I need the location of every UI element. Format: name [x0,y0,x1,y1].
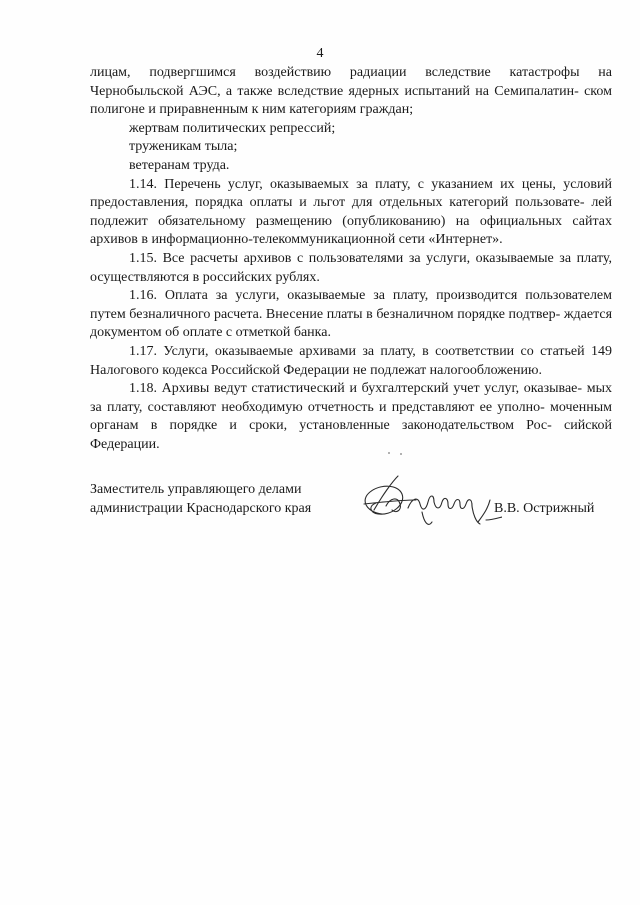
signer-position [90,480,370,518]
list-item: ветеранам труда. [129,157,230,173]
text-line: ском полигоне и приравненным к ним категориям граждан; [90,83,612,118]
scan-speck [388,452,390,454]
list-item: труженикам тыла; [129,139,238,155]
text-line: 1.15. Все расчеты архивов с пользователями за услуги, оказываемые за [129,250,572,266]
clause-1-16 [90,287,612,343]
continuation-paragraph [90,64,612,120]
document-body [90,64,612,454]
text-line: 1.17. Услуги, оказываемые архивами за плату, в соответствии со статьей [129,343,585,359]
signature-block [90,480,612,540]
text-line: предоставления, порядка оплаты и льгот для отдельных категорий пользовате- [90,195,585,211]
text-line: ждается документом об оплате с отметкой банка. [90,306,613,341]
text-line: сайтах архивов в информационно-телекоммуникационной сети «Интернет». [90,213,612,248]
clause-1-14 [90,176,612,250]
text-line: 149 Налогового кодекса Российской Федерации не подлежат налогообложению. [90,343,613,378]
text-line: мых за плату, составляют необходимую отчетность и представляют ее уполно- [90,381,612,415]
clause-1-15 [90,250,612,287]
text-line: плату, осуществляются в российских рублях. [90,250,613,285]
text-line: путем безналичного расчета. Внесение платы в безналичном порядке подтвер- [90,306,561,322]
text-line: моченным органам в порядке и сроки, установленные законодательством Рос- [90,399,612,434]
text-line: 1.14. Перечень услуг, оказываемых за плату, с указанием их цены, условий [129,176,612,192]
text-line: 1.16. Оплата за услуги, оказываемые за плату, производится пользователем [129,288,612,304]
handwritten-signature [352,470,502,532]
text-line: лицам, подвергшимся воздействию радиации вследствие катастрофы на [90,65,612,80]
signer-name: В.В. Острижный [494,501,595,516]
list-item: жертвам политических репрессий; [129,120,336,136]
page-number: 4 [316,46,324,61]
clause-1-17 [90,343,612,380]
clause-1-18 [90,380,612,454]
signer-position-line: Заместитель управляющего делами [90,482,302,497]
scan-speck [400,453,402,455]
text-line: Чернобыльской АЭС, а также вследствие ядерных испытаний на Семипалатин- [90,83,579,99]
signer-position-line: администрации Краснодарского края [90,501,312,516]
text-line: лей подлежит обязательному размещению (опубликованию) на официальных [90,195,613,229]
text-line: 1.18. Архивы ведут статистический и бухгалтерский учет услуг, оказывае- [129,381,583,397]
text-line: сийской Федерации. [90,418,612,452]
